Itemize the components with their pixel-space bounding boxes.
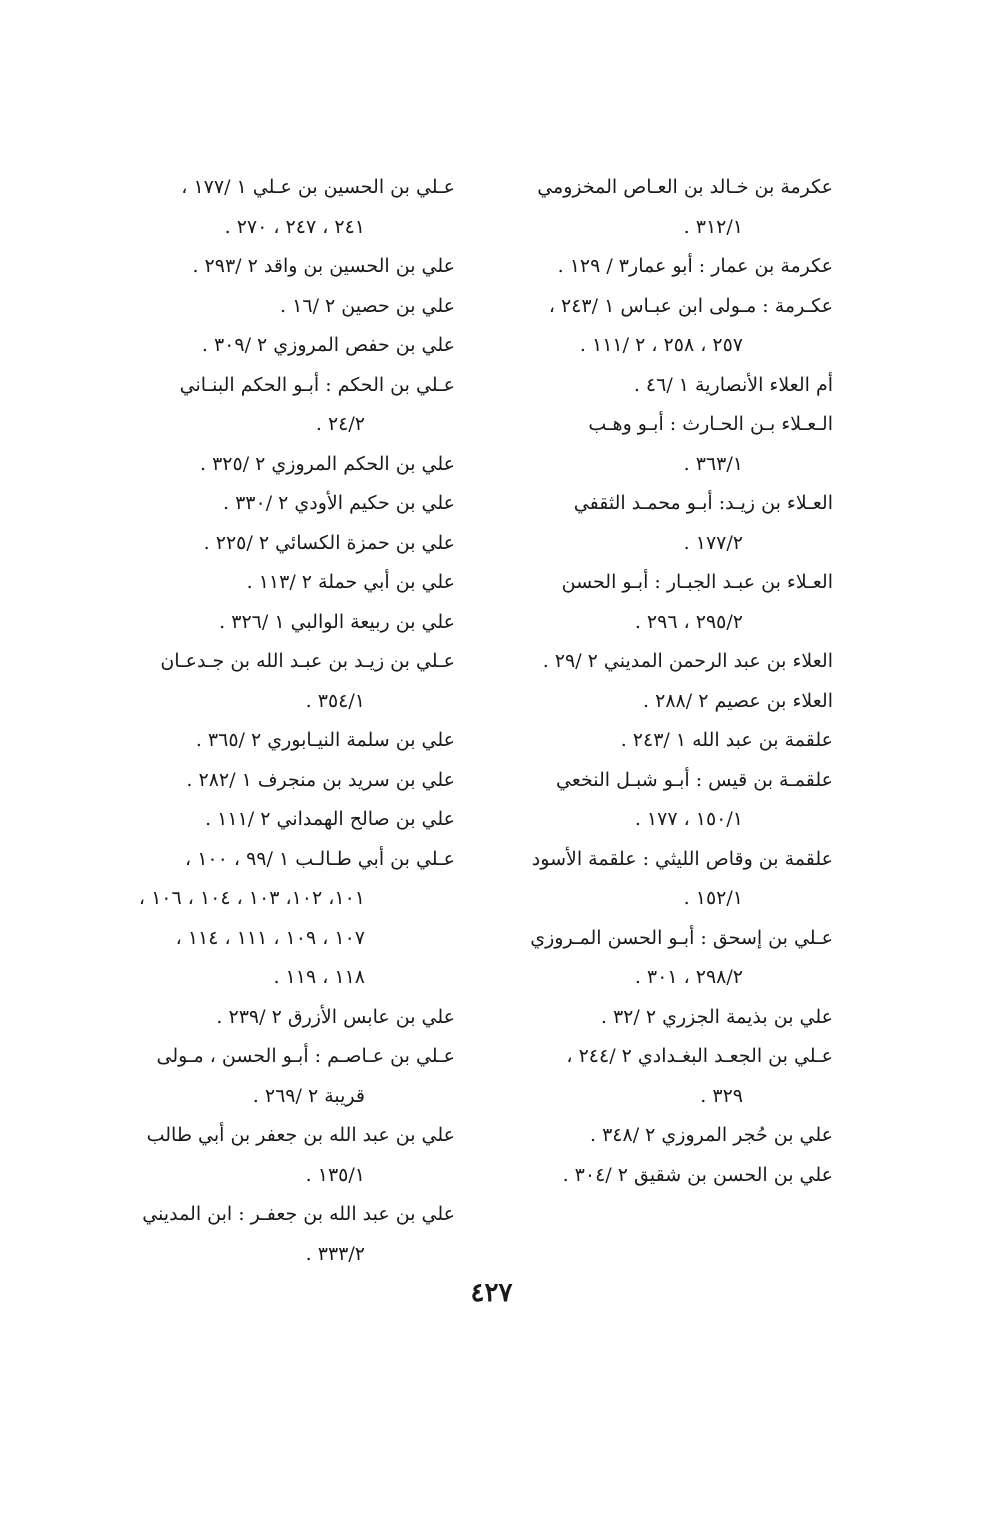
entry-text: علي بن سريد بن منجرف ١ /٢٨٢ .: [186, 768, 455, 791]
entry-text: العلاء بن عصيم ٢ /٢٨٨ .: [643, 689, 833, 712]
index-entry: [498, 761, 833, 840]
index-entry: [125, 998, 455, 1038]
entry-text: عكرمة بن خـالد بن العـاص المخزومي: [537, 176, 833, 198]
entry-continuation: ٣٥٤/١ .: [305, 689, 365, 712]
entry-continuation: ٢٥٧ ، ٢٥٨ ، ٢ /١١١ .: [579, 334, 743, 356]
index-entry: [125, 840, 455, 998]
index-entry: [125, 524, 455, 564]
index-entry: [498, 1156, 833, 1196]
entry-continuation: ١٠١، ١٠٢، ١٠٣ ، ١٠٤ ، ١٠٦ ،: [138, 887, 365, 909]
page-number: ٤٢٧: [470, 1278, 513, 1308]
entry-text: علي بن عبد الله بن جعفر بن أبي طالب: [146, 1124, 455, 1146]
index-entry: [498, 247, 833, 287]
entry-text: علي بن الحسن بن شقيق ٢ /٣٠٤ .: [562, 1163, 833, 1186]
entry-continuation: ٢٤/٢ .: [315, 413, 365, 435]
index-entry: [125, 761, 455, 801]
entry-text: عكرمة بن عمار : أبو عمار٣ / ١٢٩ .: [557, 255, 833, 277]
entry-continuation: قريبة ٢ /٢٦٩ .: [252, 1084, 365, 1107]
index-entry: [125, 603, 455, 643]
index-entry: [498, 998, 833, 1038]
index-column-right: [498, 168, 833, 1195]
entry-continuation: ٣٣٣/٢ .: [305, 1242, 365, 1265]
entry-continuation: ١٣٥/١ .: [305, 1163, 365, 1186]
entry-text: علي بن صالح الهمداني ٢ /١١١ .: [205, 808, 455, 830]
entry-continuation: ٣١٢/١ .: [683, 215, 743, 238]
entry-text: علي بن عابس الأزرق ٢ /٢٣٩ .: [216, 1005, 455, 1028]
entry-text: علي بن سلمة النيـابوري ٢ /٣٦٥ .: [195, 729, 455, 751]
index-entry: [125, 484, 455, 524]
index-entry: [125, 247, 455, 287]
index-entry: [125, 326, 455, 366]
entry-continuation: ٢٤١ ، ٢٤٧ ، ٢٧٠ .: [224, 215, 365, 238]
entry-text: العلاء بن عبد الرحمن المديني ٢ /٢٩ .: [542, 650, 833, 672]
index-entry: [125, 1195, 455, 1274]
index-entry: [125, 445, 455, 485]
entry-text: علي بن حصين ٢ /١٦ .: [280, 294, 455, 317]
index-entry: [498, 840, 833, 919]
index-entry: [498, 682, 833, 722]
index-column-left: [125, 168, 455, 1274]
index-entry: [125, 1116, 455, 1195]
entry-text: علي بن الحكم المروزي ٢ /٣٢٥ .: [200, 452, 455, 475]
entry-continuation: ٣٢٩ .: [700, 1084, 743, 1107]
entry-continuation: ٣٦٣/١ .: [683, 452, 743, 475]
index-entry: [125, 168, 455, 247]
index-entry: [125, 563, 455, 603]
index-entry: [498, 287, 833, 366]
entry-text: عـلي بن زيـد بن عبـد الله بن جـدعـان: [160, 650, 455, 672]
index-entry: [125, 800, 455, 840]
entry-text: علقمـة بن قيس : أبـو شبـل النخعي: [555, 768, 833, 791]
index-entry: [498, 366, 833, 406]
entry-text: عكـرمة : مـولى ابن عبـاس ١ /٢٤٣ ،: [548, 294, 833, 317]
entry-text: علي بن ربيعة الوالبي ١ /٣٢٦ .: [219, 610, 455, 633]
entry-text: عـلي بن الحسين بن عـلي ١ /١٧٧ ،: [181, 176, 455, 198]
entry-text: العـلاء بن زيـد: أبـو محمـد الثقفي: [573, 492, 833, 514]
entry-continuation: ١١٨ ، ١١٩ .: [273, 966, 365, 988]
entry-text: عـلي بن الحكم : أبـو الحكم البنـاني: [179, 373, 455, 396]
index-entry: [498, 642, 833, 682]
entry-continuation: ١٧٧/٢ .: [683, 531, 743, 554]
index-entry: [125, 642, 455, 721]
entry-text: أم العلاء الأنصارية ١ /٤٦ .: [633, 373, 833, 396]
entry-text: العـلاء بن عبـد الجبـار : أبـو الحسن: [561, 571, 833, 593]
entry-text: علي بن عبد الله بن جعفـر : ابن المديني: [142, 1203, 455, 1225]
entry-text: عـلي بن الجعـد البغـدادي ٢ /٢٤٤ ،: [566, 1045, 833, 1067]
index-entry: [125, 721, 455, 761]
index-entry: [125, 1037, 455, 1116]
entry-continuation: ٢٩٨/٢ ، ٣٠١ .: [634, 966, 743, 988]
entry-continuation: ١٥٠/١ ، ١٧٧ .: [634, 808, 743, 830]
index-entry: [498, 721, 833, 761]
entry-continuation: ١٥٢/١ .: [683, 887, 743, 909]
index-entry: [125, 366, 455, 445]
index-entry: [498, 919, 833, 998]
entry-text: الـعـلاء بـن الحـارث : أبـو وهـب: [588, 413, 833, 435]
entry-text: علي بن بذيمة الجزري ٢ /٣٢ .: [600, 1005, 833, 1028]
entry-text: علي بن حكيم الأودي ٢ /٣٣٠ .: [222, 492, 455, 514]
entry-text: علي بن حُجر المروزي ٢ /٣٤٨ .: [589, 1124, 833, 1146]
index-entry: [498, 484, 833, 563]
entry-continuation: ٢٩٥/٢ ، ٢٩٦ .: [634, 610, 743, 633]
entry-text: علي بن حمزة الكسائي ٢ /٢٢٥ .: [203, 531, 455, 554]
entry-text: عـلي بن أبي طـالـب ١ /٩٩ ، ١٠٠ ،: [185, 847, 455, 870]
entry-continuation: ١٠٧ ، ١٠٩ ، ١١١ ، ١١٤ ،: [175, 926, 365, 949]
entry-text: علقمة بن وقاص الليثي : علقمة الأسود: [531, 847, 833, 870]
index-entry: [498, 168, 833, 247]
index-entry: [498, 1037, 833, 1116]
index-entry: [498, 563, 833, 642]
entry-text: علقمة بن عبد الله ١ /٢٤٣ .: [620, 729, 833, 751]
entry-text: عـلي بن عـاصـم : أبـو الحسن ، مـولى: [156, 1045, 455, 1067]
entry-text: عـلي بن إسحق : أبـو الحسن المـروزي: [530, 926, 833, 949]
entry-text: علي بن حفص المروزي ٢ /٣٠٩ .: [201, 334, 455, 356]
entry-text: علي بن الحسين بن واقد ٢ /٢٩٣ .: [192, 255, 455, 277]
index-entry: [498, 405, 833, 484]
index-entry: [498, 1116, 833, 1156]
index-entry: [125, 287, 455, 327]
entry-text: علي بن أبي حملة ٢ /١١٣ .: [246, 571, 455, 593]
